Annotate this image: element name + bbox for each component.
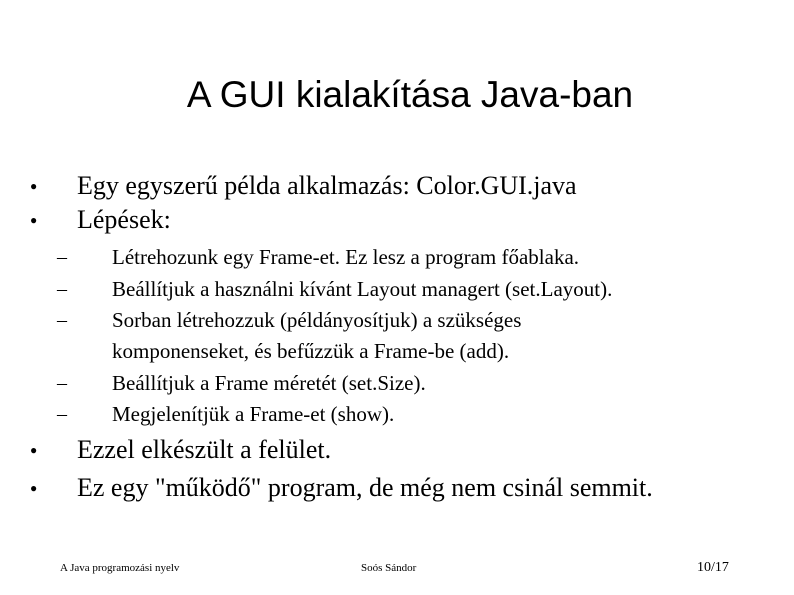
sub-item-text: Beállítjuk a használni kívánt Layout managert (set.Layout). [112,277,613,301]
sub-item-text: Beállítjuk a Frame méretét (set.Size). [112,371,426,395]
dash-icon: – [57,309,67,331]
bullet-text: Ezzel elkészült a felület. [77,435,332,464]
dash-icon: – [57,278,67,300]
sub-item-text: Megjelenítjük a Frame-et (show). [112,402,395,426]
sub-item-text: Létrehozunk egy Frame-et. Ez lesz a program főablaka. [112,245,580,269]
dash-icon: – [57,372,67,394]
bullet-icon: ● [30,179,38,193]
footer-author: Soós Sándor [361,562,417,574]
bullet-text: Egy egyszerű példa alkalmazás: Color.GUI.java [77,171,577,200]
slide-title: A GUI kialakítása Java-ban [186,74,634,115]
dash-icon: – [57,403,67,425]
dash-icon: – [57,246,67,268]
footer-course-name: A Java programozási nyelv [60,562,180,574]
sub-item-text: komponenseket, és befűzzük a Frame-be (add). [112,339,510,363]
bullet-icon: ● [30,443,38,457]
bullet-icon: ● [30,481,38,495]
page-number: 10/17 [697,560,729,575]
bullet-text: Ez egy "működő" program, de még nem csinál semmit. [77,473,653,502]
bullet-icon: ● [30,213,38,227]
bullet-text: Lépések: [77,205,171,234]
sub-item-text: Sorban létrehozzuk (példányosítjuk) a szükséges [112,308,522,332]
